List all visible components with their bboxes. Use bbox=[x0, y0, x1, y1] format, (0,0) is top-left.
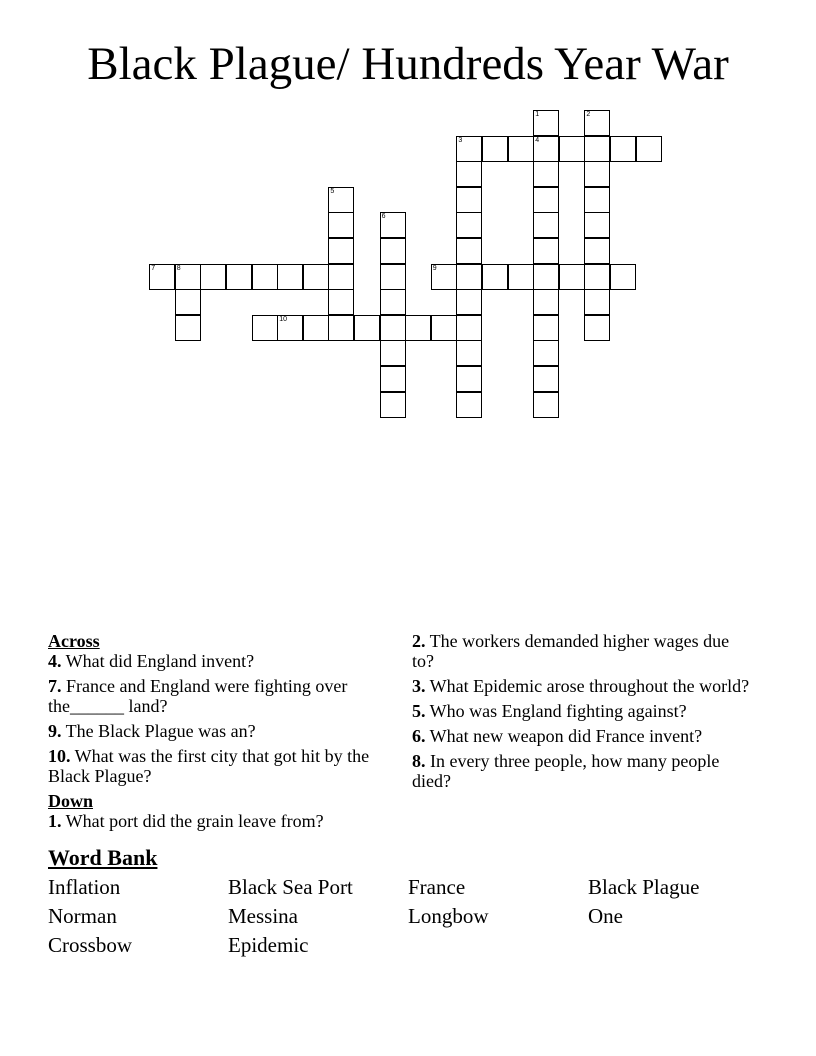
cell-number: 8 bbox=[176, 264, 181, 272]
word-bank-item: Epidemic bbox=[228, 933, 309, 957]
cell-number: 7 bbox=[151, 264, 156, 272]
crossword-cell[interactable] bbox=[175, 264, 201, 290]
crossword-cell[interactable] bbox=[584, 315, 610, 341]
crossword-cell[interactable] bbox=[508, 264, 534, 290]
crossword-cell[interactable] bbox=[431, 315, 457, 341]
word-bank-item: Black Sea Port bbox=[228, 875, 353, 899]
crossword-cell[interactable] bbox=[175, 289, 201, 315]
down-clue: 8. In every three people, how many people died? bbox=[412, 751, 720, 791]
crossword-cell[interactable] bbox=[380, 366, 406, 392]
down-clue: 1. What port did the grain leave from? bbox=[48, 811, 324, 831]
crossword-cell[interactable] bbox=[380, 238, 406, 264]
crossword-cell[interactable] bbox=[175, 315, 201, 341]
crossword-cell[interactable] bbox=[584, 289, 610, 315]
crossword-cell[interactable] bbox=[584, 238, 610, 264]
cell-number: 6 bbox=[381, 213, 386, 221]
crossword-cell[interactable] bbox=[456, 136, 482, 162]
word-bank-item: Norman bbox=[48, 904, 117, 928]
crossword-cell[interactable] bbox=[610, 136, 636, 162]
crossword-cell[interactable] bbox=[584, 187, 610, 213]
crossword-cell[interactable] bbox=[380, 340, 406, 366]
crossword-cell[interactable] bbox=[584, 136, 610, 162]
crossword-cell[interactable] bbox=[533, 110, 559, 136]
word-bank-title: Word Bank bbox=[48, 845, 158, 870]
word-bank-item: Black Plague bbox=[588, 875, 700, 899]
crossword-cell[interactable] bbox=[610, 264, 636, 290]
crossword-cell[interactable] bbox=[482, 136, 508, 162]
crossword-cell[interactable] bbox=[456, 187, 482, 213]
cell-number: 2 bbox=[586, 110, 591, 118]
word-bank-item: France bbox=[408, 875, 466, 899]
crossword-cell[interactable] bbox=[328, 212, 354, 238]
crossword-cell[interactable] bbox=[456, 340, 482, 366]
down-heading: Down bbox=[48, 791, 94, 811]
across-clue: 4. What did England invent? bbox=[48, 651, 255, 671]
crossword-cell[interactable] bbox=[252, 315, 278, 341]
crossword-cell[interactable] bbox=[303, 264, 329, 290]
crossword-cell[interactable] bbox=[303, 315, 329, 341]
cell-number: 3 bbox=[458, 136, 463, 144]
crossword-cell[interactable] bbox=[328, 238, 354, 264]
cell-number: 9 bbox=[432, 264, 437, 272]
crossword-cell[interactable] bbox=[456, 161, 482, 187]
across-heading: Across bbox=[48, 631, 100, 651]
word-bank-item: One bbox=[588, 904, 623, 928]
word-bank-item: Messina bbox=[228, 904, 298, 928]
cell-number: 5 bbox=[330, 187, 335, 195]
across-clue: 10. What was the first city that got hit by the Black Plague? bbox=[48, 746, 370, 786]
crossword-cell[interactable] bbox=[380, 289, 406, 315]
crossword-cell[interactable] bbox=[584, 110, 610, 136]
crossword-cell[interactable] bbox=[252, 264, 278, 290]
crossword-cell[interactable] bbox=[277, 315, 303, 341]
crossword-cell[interactable] bbox=[149, 264, 175, 290]
cell-number: 1 bbox=[535, 110, 540, 118]
crossword-cell[interactable] bbox=[533, 392, 559, 418]
cell-number: 4 bbox=[535, 136, 540, 144]
word-bank-item: Inflation bbox=[48, 875, 121, 899]
crossword-cell[interactable] bbox=[328, 315, 354, 341]
crossword-cell[interactable] bbox=[533, 187, 559, 213]
crossword-cell[interactable] bbox=[456, 392, 482, 418]
crossword-cell[interactable] bbox=[533, 366, 559, 392]
down-clue: 6. What new weapon did France invent? bbox=[412, 726, 703, 746]
crossword-cell[interactable] bbox=[277, 264, 303, 290]
crossword-cell[interactable] bbox=[559, 136, 585, 162]
crossword-cell[interactable] bbox=[456, 264, 482, 290]
clues-right-column bbox=[412, 631, 752, 796]
crossword-cell[interactable] bbox=[456, 315, 482, 341]
crossword-cell[interactable] bbox=[533, 212, 559, 238]
crossword-cell[interactable] bbox=[354, 315, 380, 341]
crossword-cell[interactable] bbox=[559, 264, 585, 290]
crossword-cell[interactable] bbox=[533, 340, 559, 366]
crossword-cell[interactable] bbox=[533, 315, 559, 341]
crossword-cell[interactable] bbox=[328, 264, 354, 290]
crossword-cell[interactable] bbox=[380, 315, 406, 341]
crossword-cell[interactable] bbox=[380, 212, 406, 238]
across-clue: 7. France and England were fighting over the______ land? bbox=[48, 676, 348, 716]
crossword-cell[interactable] bbox=[584, 161, 610, 187]
crossword-cell[interactable] bbox=[456, 366, 482, 392]
crossword-cell[interactable] bbox=[226, 264, 252, 290]
crossword-cell[interactable] bbox=[200, 264, 226, 290]
crossword-cell[interactable] bbox=[533, 238, 559, 264]
crossword-cell[interactable] bbox=[636, 136, 662, 162]
crossword-cell[interactable] bbox=[533, 289, 559, 315]
word-bank bbox=[48, 874, 768, 961]
crossword-cell[interactable] bbox=[456, 238, 482, 264]
crossword-cell[interactable] bbox=[584, 264, 610, 290]
crossword-cell[interactable] bbox=[508, 136, 534, 162]
crossword-cell[interactable] bbox=[380, 392, 406, 418]
page-title: Black Plague/ Hundreds Year War bbox=[87, 38, 729, 90]
crossword-cell[interactable] bbox=[482, 264, 508, 290]
crossword-cell[interactable] bbox=[584, 212, 610, 238]
crossword-cell[interactable] bbox=[533, 161, 559, 187]
crossword-cell[interactable] bbox=[533, 136, 559, 162]
down-clue: 2. The workers demanded higher wages due to? bbox=[412, 631, 730, 671]
word-bank-item: Longbow bbox=[408, 904, 489, 928]
crossword-cell[interactable] bbox=[380, 264, 406, 290]
crossword-cell[interactable] bbox=[328, 187, 354, 213]
down-clue: 5. Who was England fighting against? bbox=[412, 701, 687, 721]
crossword-cell[interactable] bbox=[533, 264, 559, 290]
crossword-cell[interactable] bbox=[328, 289, 354, 315]
crossword-cell[interactable] bbox=[456, 289, 482, 315]
word-bank-item: Crossbow bbox=[48, 933, 133, 957]
clues-left-column bbox=[48, 631, 388, 836]
across-clue: 9. The Black Plague was an? bbox=[48, 721, 256, 741]
crossword-cell[interactable] bbox=[405, 315, 431, 341]
cell-number: 10 bbox=[279, 315, 287, 323]
crossword-cell[interactable] bbox=[456, 212, 482, 238]
crossword-cell[interactable] bbox=[431, 264, 457, 290]
down-clue: 3. What Epidemic arose throughout the world? bbox=[412, 676, 750, 696]
